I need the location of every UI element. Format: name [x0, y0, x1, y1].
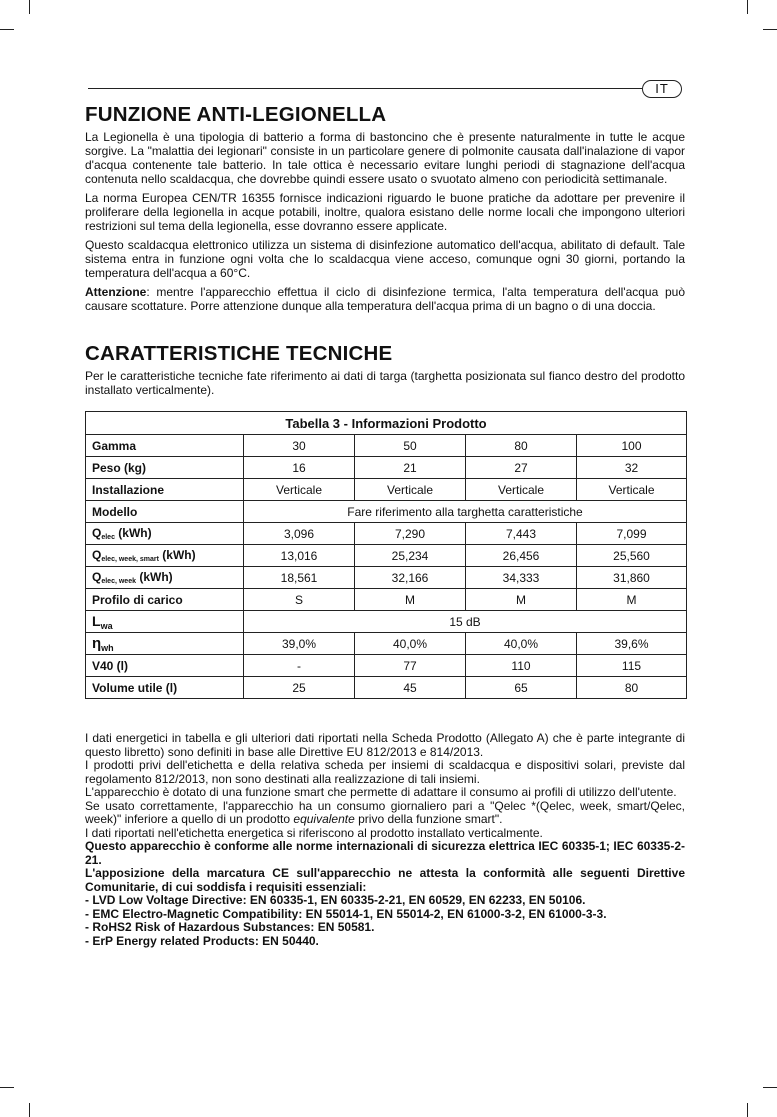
legionella-paragraph: Questo scaldacqua elettronico utilizza un sistema di disinfezione automatico dell'acqua, abilitato di default. Tale sistema entra in funzione ogni volta che lo scaldacqua viene acceso, comunque ogni 30 giorni, portando la temperatura dell'acqua a 60°C.: [85, 238, 685, 280]
cell: 13,016: [244, 545, 355, 567]
cell: 50: [355, 435, 466, 457]
table-row: [86, 655, 687, 677]
cell: Fare riferimento alla targhetta caratteristiche: [244, 501, 687, 523]
directive-item: - LVD Low Voltage Directive: EN 60335-1, EN 60335-2-21, EN 60529, EN 62233, EN 50106.: [85, 893, 586, 907]
note-paragraph: I dati energetici in tabella e gli ulteriori dati riportati nella Scheda Prodotto (Allegato A) che è parte integrante di questo libretto) sono definiti in base alle Direttive EU 812/2013 e 814/2013.: [85, 731, 685, 759]
cell: 110: [466, 655, 577, 677]
table-row: [86, 435, 687, 457]
table-row: [86, 633, 687, 655]
note-paragraph: L'apparecchio è dotato di una funzione smart che permette di adattare il consumo ai profili di utilizzo dell'utente.: [85, 785, 677, 799]
crop-mark: [29, 0, 30, 14]
cell: 25,234: [355, 545, 466, 567]
note-paragraph: [85, 800, 685, 827]
note-paragraph: I dati riportati nell'etichetta energetica si riferiscono al prodotto installato verticalmente.: [85, 825, 543, 840]
table-title-row: [86, 412, 687, 435]
warning-paragraph: [85, 285, 685, 313]
cell: 80: [577, 677, 687, 699]
crop-mark: [29, 1103, 30, 1117]
label-main: Q: [92, 570, 102, 584]
directive-item: - ErP Energy related Products: EN 50440.: [85, 933, 319, 948]
label-unit: (kWh): [114, 526, 152, 540]
cell: 45: [355, 677, 466, 699]
cell: 16: [244, 457, 355, 479]
cell: 115: [577, 655, 687, 677]
cell: 65: [466, 677, 577, 699]
cell: 7,290: [355, 523, 466, 545]
note-italic: equivalente: [293, 812, 355, 826]
cell: 40,0%: [355, 633, 466, 655]
crop-mark: [763, 1087, 777, 1088]
cell: 34,333: [466, 567, 577, 589]
cell: 80: [466, 435, 577, 457]
note-paragraph: I prodotti privi dell'etichetta e della relativa scheda per insiemi di scaldacqua e dispositivi solari, previste dal regolamento 812/2013, non sono destinati alla realizzazione di tali insiemi.: [85, 758, 685, 786]
row-label: [86, 523, 244, 545]
crop-mark: [0, 1087, 14, 1088]
cell: 40,0%: [466, 633, 577, 655]
table-row: [86, 457, 687, 479]
cell: M: [466, 589, 577, 611]
cell: Verticale: [244, 479, 355, 501]
compliance-paragraph: L'apposizione della marcatura CE sull'apparecchio ne attesta la conformità alle seguenti Direttive Comunitarie, di cui soddisfa i requisiti essenziali:: [85, 866, 685, 894]
cell: Verticale: [355, 479, 466, 501]
section-title-legionella: FUNZIONE ANTI-LEGIONELLA: [85, 103, 387, 126]
label-main: Q: [92, 526, 102, 540]
row-label: [86, 567, 244, 589]
table-row: [86, 677, 687, 699]
row-label: [86, 611, 244, 633]
table-row: [86, 589, 687, 611]
technical-intro: Per le caratteristiche tecniche fate riferimento ai dati di targa (targhetta posizionata sul fianco destro del prodotto installato verticalmente).: [85, 369, 685, 397]
crop-mark: [747, 0, 748, 14]
row-label: Profilo di carico: [86, 589, 244, 611]
cell: 100: [577, 435, 687, 457]
header-rule: [88, 88, 642, 89]
label-main: L: [92, 612, 101, 629]
row-label: Volume utile (l): [86, 677, 244, 699]
row-label: V40 (l): [86, 655, 244, 677]
language-badge: IT: [642, 80, 682, 98]
crop-mark: [747, 1103, 748, 1117]
label-sub: elec, week: [101, 578, 136, 585]
cell: 31,860: [577, 567, 687, 589]
table-row: [86, 545, 687, 567]
row-label: [86, 545, 244, 567]
legionella-paragraph: La norma Europea CEN/TR 16355 fornisce indicazioni riguardo le buone pratiche da adottare per prevenire il proliferare della legionella in acque potabili, inoltre, qualora esistano delle norme locali che impongono ulteriori restrizioni sul tema della legionella, esse dovranno essere applicate.: [85, 191, 685, 233]
cell: Verticale: [577, 479, 687, 501]
row-label: Peso (kg): [86, 457, 244, 479]
label-sub: elec, week, smart: [101, 556, 159, 563]
cell: 27: [466, 457, 577, 479]
note-text: Se usato correttamente, l'apparecchio ha un consumo giornaliero pari a "Qelec *(Qelec, week, smart/Qelec, week)" inferiore a quello di un prodotto: [85, 798, 685, 826]
cell: -: [244, 655, 355, 677]
legionella-paragraph: La Legionella è una tipologia di batterio a forma di bastoncino che è presente naturalmente in tutte le acque sorgive. La "malattia dei legionari" consiste in un particolare genere di polmonite causata dall'inalazione di vapor d'acqua contenente tale batterio. In tale ottica è necessario evitare lunghi periodi di stagnazione dell'acqua contenuta nello scaldacqua, che dovrebbe quindi essere usato o svuotato almeno con periodicità settimanale.: [85, 130, 685, 186]
label-sub: wa: [100, 620, 113, 631]
label-unit: (kWh): [135, 570, 173, 584]
cell: 25,560: [577, 545, 687, 567]
table-row: [86, 501, 687, 523]
directive-item: - RoHS2 Risk of Hazardous Substances: EN 50581.: [85, 920, 375, 934]
cell: M: [355, 589, 466, 611]
cell: 77: [355, 655, 466, 677]
label-main: η: [92, 634, 102, 652]
row-label: Modello: [86, 501, 244, 523]
table-title: Tabella 3 - Informazioni Prodotto: [86, 412, 687, 435]
table-row: [86, 523, 687, 545]
section-title-technical: CARATTERISTICHE TECNICHE: [85, 342, 393, 365]
crop-mark: [0, 29, 14, 30]
table-row: [86, 611, 687, 633]
notes-block: [85, 732, 685, 948]
cell: S: [244, 589, 355, 611]
cell: 39,0%: [244, 633, 355, 655]
cell: 30: [244, 435, 355, 457]
table-row: [86, 479, 687, 501]
label-sub: wh: [101, 642, 114, 653]
label-main: Q: [92, 548, 102, 562]
cell: Verticale: [466, 479, 577, 501]
cell: M: [577, 589, 687, 611]
warning-label: Attenzione: [85, 285, 147, 299]
row-label: Gamma: [86, 435, 244, 457]
crop-mark: [763, 29, 777, 30]
cell: 7,099: [577, 523, 687, 545]
cell: 15 dB: [244, 611, 687, 633]
row-label: [86, 633, 244, 655]
cell: 3,096: [244, 523, 355, 545]
product-info-table: [85, 411, 687, 699]
cell: 32,166: [355, 567, 466, 589]
table-row: [86, 567, 687, 589]
warning-text: : mentre l'apparecchio effettua il ciclo di disinfezione termica, l'alta temperatura dell'acqua può causare scottature. Porre attenzione dunque alla temperatura dell'acqua prima di un bagno o di una doccia.: [85, 285, 685, 313]
cell: 25: [244, 677, 355, 699]
compliance-paragraph: Questo apparecchio è conforme alle norme internazionali di sicurezza elettrica IEC 60335-1; IEC 60335-2-21.: [85, 839, 685, 867]
cell: 21: [355, 457, 466, 479]
note-text: privo della funzione smart".: [354, 812, 503, 826]
row-label: Installazione: [86, 479, 244, 501]
cell: 32: [577, 457, 687, 479]
cell: 39,6%: [577, 633, 687, 655]
directive-item: - EMC Electro-Magnetic Compatibility: EN 55014-1, EN 55014-2, EN 61000-3-2, EN 61000-3-3.: [85, 906, 607, 921]
label-unit: (kWh): [158, 548, 196, 562]
page-content: [85, 103, 685, 948]
cell: 7,443: [466, 523, 577, 545]
cell: 26,456: [466, 545, 577, 567]
cell: 18,561: [244, 567, 355, 589]
label-sub: elec: [101, 534, 115, 541]
